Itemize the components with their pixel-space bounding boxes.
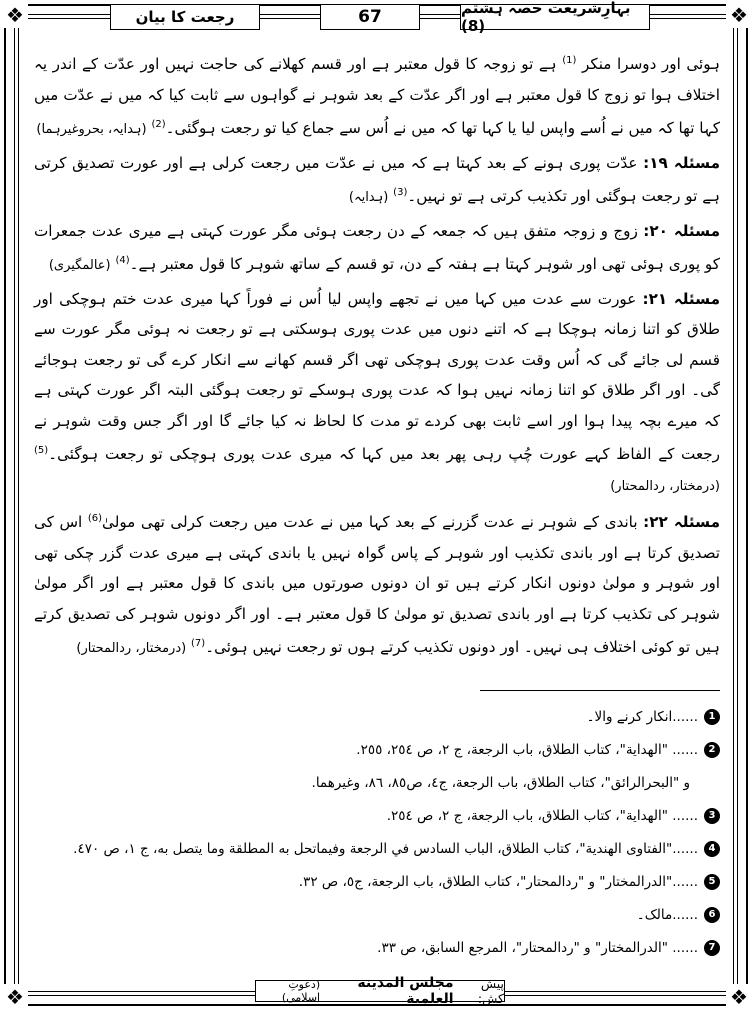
footnote-number: 5 xyxy=(704,874,720,890)
page-footer xyxy=(255,975,505,1007)
corner-ornament-icon: ❖ xyxy=(2,984,28,1010)
footnote-text: ......"الدرالمختار" و "ردالمحتار"، كتاب الطلاق، باب الرجعة، ج٥، ص ٣٢. xyxy=(298,873,698,890)
footnote-text: ......انکار کرنے والا۔ xyxy=(586,708,698,725)
masala-label: مسئلہ ۲۲: xyxy=(643,513,720,532)
footnote-ref[interactable]: (5) xyxy=(34,445,49,457)
masala-label: مسئلہ ۱۹: xyxy=(643,153,720,172)
page-header xyxy=(110,0,650,35)
footnote-number: 4 xyxy=(704,841,720,857)
footnote-number: 6 xyxy=(704,907,720,923)
source-citation: (عالمگیری) xyxy=(48,258,111,274)
chapter-title: رجعت کا بیان xyxy=(110,4,260,30)
paragraph-text: زوج و زوجہ متفق ہیں کہ جمعہ کے دن رجعت ہوئی مگر عورت کہتی ہے میری عدت جمعرات کو پوری ہوئی تھی اور شوہر کہتا ہے ہفتہ کے دن، تو قسم کے ساتھ شوہر کا قول معتبر ہے۔ xyxy=(34,221,720,274)
footnotes xyxy=(34,700,720,964)
publisher-name: مجلس المدينة العلمية xyxy=(357,975,454,1007)
masala-label: مسئلہ ۲۱: xyxy=(642,289,720,308)
corner-ornament-icon: ❖ xyxy=(2,2,28,28)
footnote-number: 2 xyxy=(704,742,720,758)
book-title: بہارِشریعت حصہ ہشتم (8) xyxy=(460,4,650,30)
corner-ornament-icon: ❖ xyxy=(726,984,752,1010)
masala-21 xyxy=(34,284,720,503)
footnote-divider xyxy=(480,690,720,691)
footnote-text: ...... "الهداية"، كتاب الطلاق، باب الرجعة، ج ٢، ص ٢٥٤. xyxy=(386,807,698,824)
footnote-item xyxy=(34,865,720,898)
footnote-item xyxy=(34,832,720,865)
footnote-number: 3 xyxy=(704,808,720,824)
paragraph-text: باندی کے شوہر نے عدت گزرنے کے بعد کہا میں نے عدت میں رجعت کرلی تھی مولیٰ xyxy=(102,513,644,532)
footnote-ref[interactable]: (2) xyxy=(151,119,166,131)
footnote-text: ...... "الهداية"، كتاب الطلاق، باب الرجعة، ج ٢، ص ٢٥٤، ٢٥٥. xyxy=(356,741,698,758)
source-citation: (درمختار، ردالمحتار) xyxy=(610,478,720,494)
paragraph-text: عورت سے عدت میں کہا میں نے تجھے واپس لیا اُس نے فوراً کہا میری عدت ختم ہوچکی اور طلاق کو اتنا زمانہ ہوچکا ہے کہ اتنے دنوں میں عدت پوری ہوسکتی ہے تو رجعت نہ ہوئی مگر عورت سے قسم لی جائے گی کہ اُس وقت عدت پوری ہوچکی تھی اگر قسم کھانے سے انکار کرے گی تو رجعت ہوجائے گی۔ اور اگر طلاق کو اتنا زمانہ نہیں ہوا کہ عدت پوری ہوسکے تو رجعت ہوگئی البتہ اگر عورت کہتی ہے کہ میرے بچہ پیدا ہوا اور اسے ثابت بھی کردے تو مدت کا لحاظ نہ کیا جائے گا اور اگر جس وقت شوہر نے رجعت کے الفاظ کہے عورت چُپ رہی پھر بعد میں کہا کہ میری عدت پوری ہوچکی تو رجعت ہوگئی۔ xyxy=(34,289,720,464)
paragraph-text: ہے تو زوجہ کا قول معتبر ہے اور قسم کھلانے کی حاجت نہیں اور عدّت کے اندر یہ اختلاف ہوا تو زوج کا قول معتبر ہے اور اگر عدّت کے بعد شوہر نے گواہوں سے ثابت کیا کہ میں نے عدّت میں کہا تھا کہ میں نے اُسے واپس لیا یا کہا تھا کہ میں نے اُس سے جماع کیا تو رجعت ہوگئی۔ xyxy=(34,55,720,138)
footnote-number: 1 xyxy=(704,709,720,725)
masala-19 xyxy=(34,148,720,214)
paragraph-text: ہوئی اور دوسرا منکر xyxy=(576,55,720,74)
main-text xyxy=(34,46,720,667)
publisher-suffix: (دعوتِ اسلامی) xyxy=(281,978,321,1004)
footnote-ref[interactable]: (6) xyxy=(87,513,103,525)
footer-prefix: پیش کش: xyxy=(477,976,504,1006)
footnote-item xyxy=(34,931,720,964)
footnote-item xyxy=(34,766,720,799)
masala-22 xyxy=(34,504,720,665)
footnote-number: 7 xyxy=(704,940,720,956)
paragraph-intro xyxy=(34,46,720,146)
paragraph-text: اس کی تصدیق کرتا ہے اور باندی تکذیب اور شوہر کے پاس گواہ نہیں یا باندی کہتی ہے میری عدت گزر چکی تھی اور شوہر و مولیٰ دونوں انکار کرتے ہیں تو ان دونوں صورتوں میں باندی کا قول معتبر ہے اور اگر مولیٰ شوہر کی تکذیب کرتا ہے اور باندی تصدیق تو مولیٰ کا قول معتبر ہے۔ اور اگر دونوں شوہر کی تصدیق کرتے ہیں تو کوئی اختلاف ہی نہیں۔ اور دونوں تکذیب کرتے ہوں تو رجعت نہیں ہوئی۔ xyxy=(34,513,720,657)
masala-20 xyxy=(34,216,720,282)
footnote-item xyxy=(34,799,720,832)
source-citation: (درمختار، ردالمحتار) xyxy=(76,641,187,657)
footnote-item xyxy=(34,733,720,766)
footnote-text: ......"الفتاوى الهندية"، كتاب الطلاق، الباب السادس في الرجعة وفيماتحل به المطلقة وما يتصل به، ج ١، ص ٤٧٠. xyxy=(73,840,698,857)
masala-label: مسئلہ ۲۰: xyxy=(643,221,720,240)
page-number: 67 xyxy=(320,4,420,30)
corner-ornament-icon: ❖ xyxy=(726,2,752,28)
footnote-ref[interactable]: (3) xyxy=(393,187,408,199)
footnote-ref[interactable]: (1) xyxy=(562,55,577,66)
footnote-text: ...... "الدرالمختار" و "ردالمحتار"، المرجع السابق، ص ٣٣. xyxy=(377,939,698,956)
source-citation: (ہدایہ) xyxy=(348,190,389,206)
footnote-ref[interactable]: (7) xyxy=(191,638,206,650)
footnote-item xyxy=(34,898,720,931)
footnote-ref[interactable]: (4) xyxy=(115,255,130,267)
footnote-item xyxy=(34,700,720,733)
footnote-text: ......مالک۔ xyxy=(636,906,698,923)
paragraph-text: عدّت پوری ہونے کے بعد کہتا ہے کہ میں نے عدّت میں رجعت کرلی ہے اور عورت تصدیق کرتی ہے تو رجعت ہوگئی اور تکذیب کرتی ہے تو نہیں۔ xyxy=(34,153,720,206)
footnote-text: و "البحرالرائق"، كتاب الطلاق، باب الرجعة، ج٤، ص٨٥، ٨٦، وغيرهما. xyxy=(311,774,690,791)
source-citation: (ہدایہ، بحروغیرہما) xyxy=(36,122,147,138)
